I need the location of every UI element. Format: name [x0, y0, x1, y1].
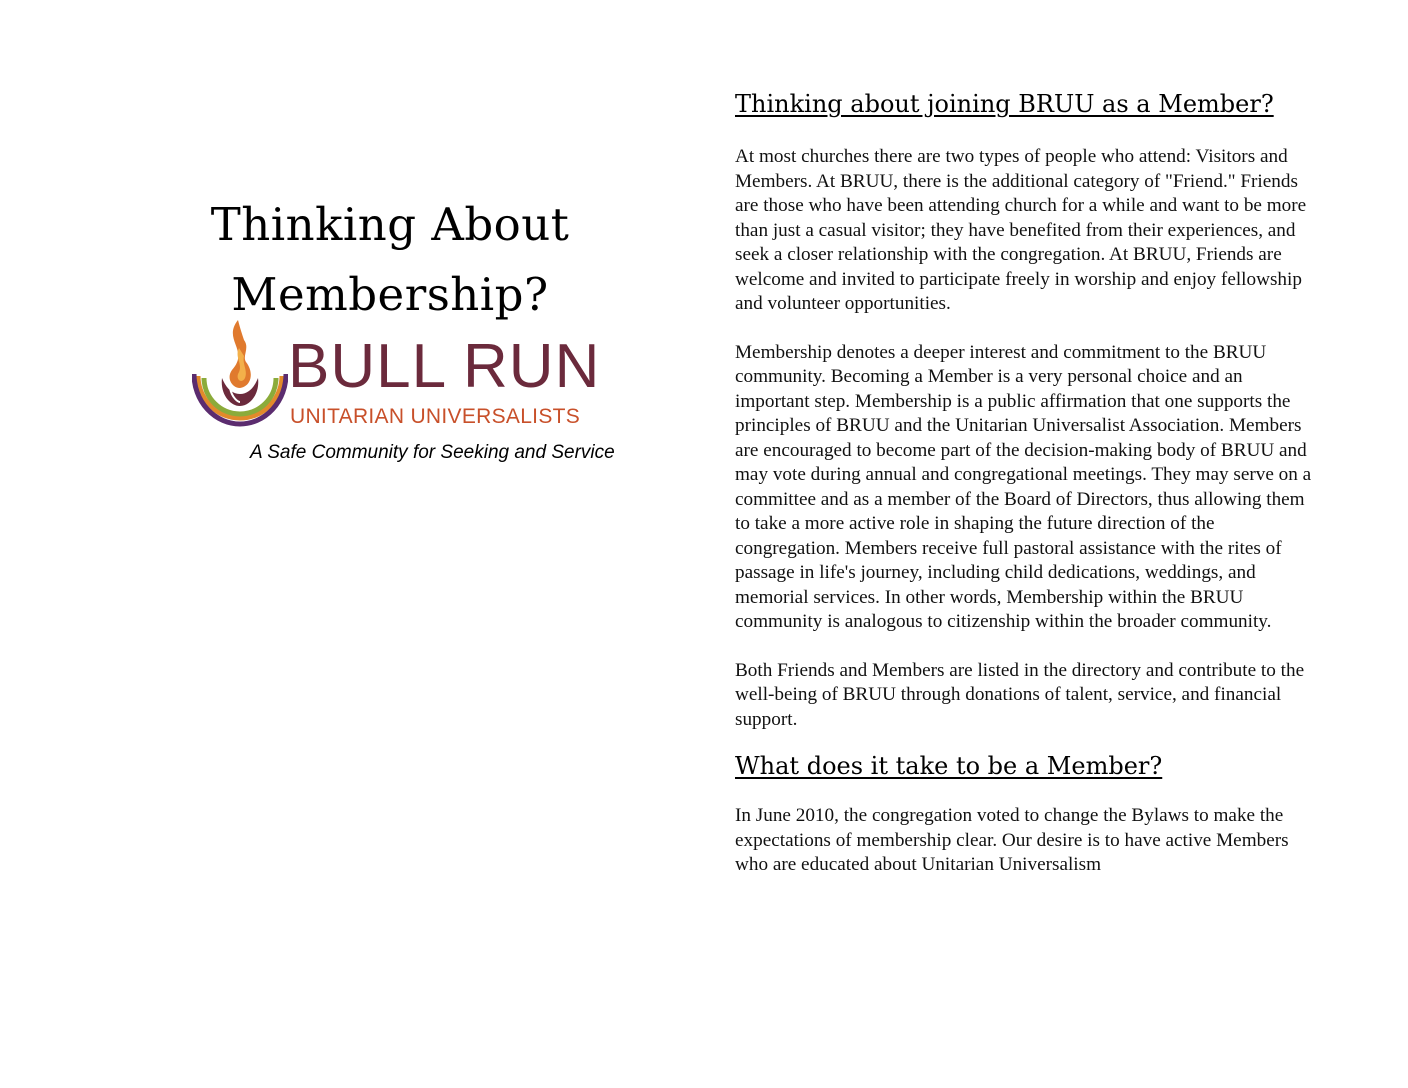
logo-subline: UNITARIAN UNIVERSALISTS	[290, 405, 581, 428]
cover-title-line-2: Membership?	[231, 268, 549, 321]
paragraph-bylaws: In June 2010, the congregation voted to change the Bylaws to make the expectations of membership clear. Our desire is to have active Members who are educated about Unitarian Universalism	[735, 805, 1289, 875]
cover-title	[170, 190, 610, 330]
flaming-chalice-icon	[192, 318, 288, 436]
bull-run-logo	[192, 318, 601, 436]
cover-title-line-1: Thinking About	[210, 198, 570, 251]
section-heading-joining: Thinking about joining BRUU as a Member?	[735, 90, 1274, 118]
tagline: A Safe Community for Seeking and Service	[250, 442, 615, 463]
logo-wordmark: BULL RUN	[288, 332, 601, 401]
paragraph-membership: Membership denotes a deeper interest and commitment to the BRUU community. Becoming a Member is a very personal choice and an important step. Membership is a public affirmation that one supports the principles of BRUU and the Unitarian Universalist Association. Members are encouraged to become part of the decision-making body of BRUU and may vote during annual and congregational meetings. They may serve on a committee and as a member of the Board of Directors, thus allowing them to take a more active role in shaping the future direction of the congregation. Members receive full pastoral assistance with the rites of passage in life's journey, including child dedications, weddings, and memorial services. In other words, Membership within the BRUU community is analogous to citizenship within the broader community.	[735, 341, 1312, 632]
content-panel	[735, 88, 1315, 878]
paragraph-directory: Both Friends and Members are listed in the directory and contribute to the well-being of BRUU through donations of talent, service, and financial support.	[735, 659, 1305, 730]
section-heading-requirements: What does it take to be a Member?	[735, 752, 1163, 780]
paragraph-visitors-friends: At most churches there are two types of people who attend: Visitors and Members. At BRUU, there is the additional category of "Friend." Friends are those who have been attending church for a while and want to be more than just a casual visitor; they have benefited from their experiences, and seek a closer relationship with the congregation. At BRUU, Friends are welcome and invited to participate freely in worship and enjoy fellowship and volunteer opportunities.	[735, 146, 1307, 314]
